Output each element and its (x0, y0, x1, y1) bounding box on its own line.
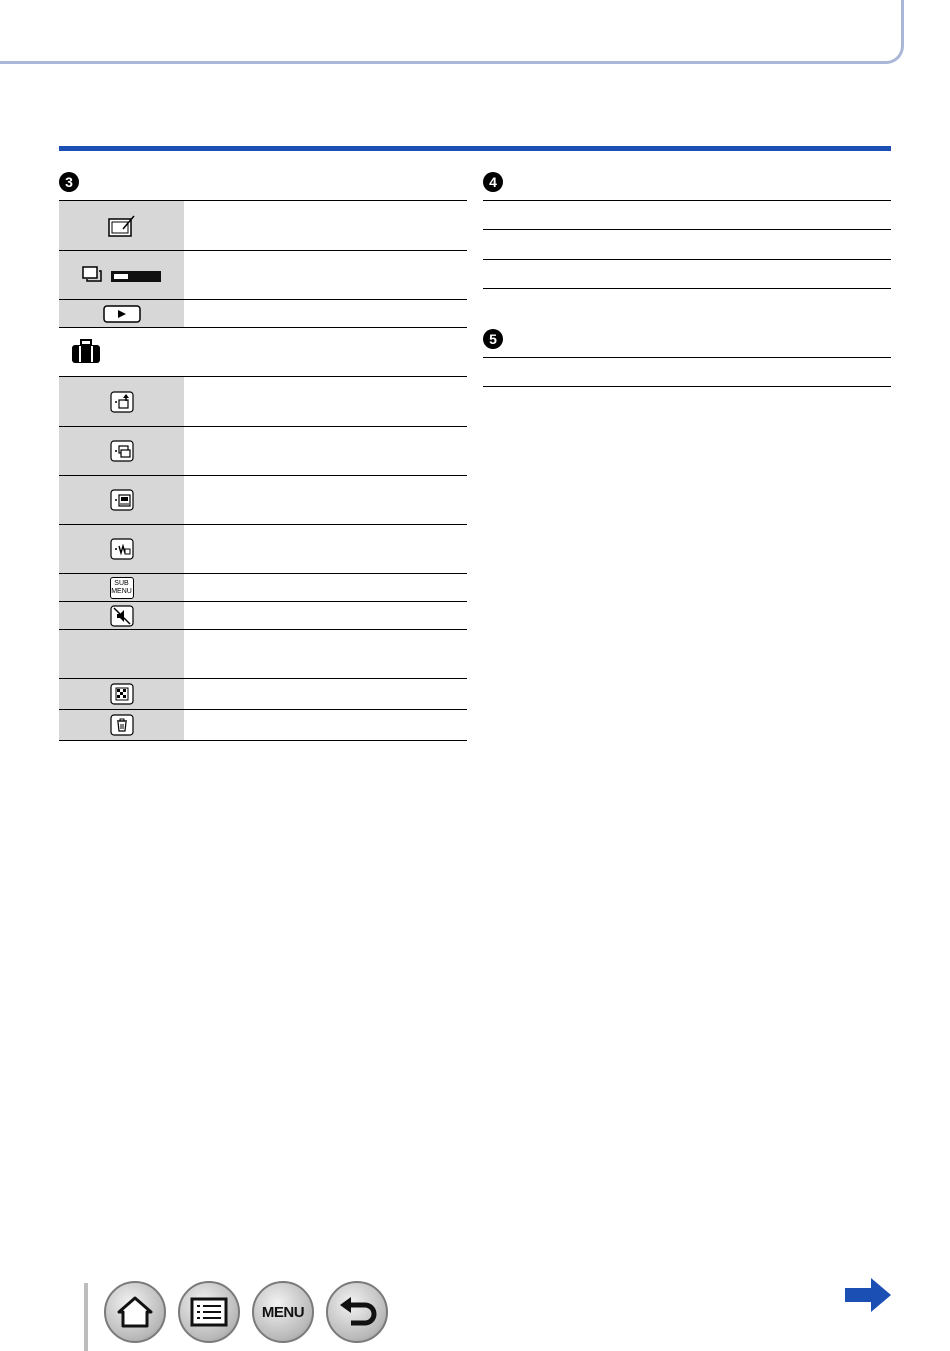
icon-cell (59, 574, 184, 601)
row-description (184, 251, 467, 299)
row-description (184, 710, 467, 740)
section-5-header (483, 325, 511, 353)
section-4-list (483, 200, 891, 289)
row-description (196, 328, 467, 376)
table-row (59, 201, 467, 251)
copy-icon[interactable] (110, 440, 134, 462)
section-3-header (59, 168, 87, 196)
icon-cell (59, 328, 196, 376)
sub-menu-icon[interactable] (110, 577, 134, 599)
table-row (59, 251, 467, 300)
mute-icon[interactable] (110, 605, 134, 627)
row-description (184, 630, 467, 678)
icon-cell (59, 630, 184, 678)
table-row (59, 630, 467, 679)
row-description (184, 476, 467, 524)
icon-cell (59, 201, 184, 250)
next-page-arrow-icon[interactable] (845, 1276, 893, 1314)
edit-pencil-icon[interactable] (107, 214, 137, 238)
icon-cell (59, 427, 184, 475)
table-row (59, 574, 467, 602)
list-item (483, 358, 891, 387)
icon-cell (59, 525, 184, 573)
icon-cell (59, 602, 184, 629)
menu-button[interactable] (252, 1281, 314, 1343)
list-icon (189, 1296, 229, 1328)
table-row (59, 476, 467, 525)
image-icon[interactable] (110, 489, 134, 511)
row-description (184, 427, 467, 475)
table-row (59, 427, 467, 476)
table-row (59, 377, 467, 427)
stabilizer-icon[interactable] (110, 538, 134, 560)
upload-icon[interactable] (110, 391, 134, 413)
back-button[interactable] (326, 1281, 388, 1343)
home-icon (115, 1294, 155, 1330)
menu-label: MENU (111, 587, 132, 595)
sub-label: SUB (114, 579, 129, 587)
header-frame (0, 0, 904, 64)
table-row (59, 525, 467, 574)
icon-cell (59, 300, 184, 327)
menu-button-label: MENU (261, 1303, 305, 1321)
row-description (184, 574, 467, 601)
contents-button[interactable] (178, 1281, 240, 1343)
travel-suitcase-icon[interactable] (71, 339, 101, 365)
home-button[interactable] (104, 1281, 166, 1343)
row-description (184, 602, 467, 629)
section-number-5: 5 (483, 329, 503, 349)
icon-cell (59, 476, 184, 524)
table-row (59, 679, 467, 710)
row-description (184, 377, 467, 426)
playback-icon[interactable] (103, 304, 141, 324)
icon-cell (59, 679, 184, 709)
row-description (184, 201, 467, 250)
row-description (184, 679, 467, 709)
icon-table (59, 200, 467, 741)
nav-divider (84, 1283, 88, 1351)
section-number-3: 3 (59, 172, 79, 192)
section-number-4: 4 (483, 172, 503, 192)
section-4-header (483, 168, 511, 196)
table-row (59, 300, 467, 328)
icon-cell (59, 377, 184, 426)
trash-icon[interactable] (110, 714, 134, 736)
icon-cell (59, 710, 184, 740)
table-row (59, 602, 467, 630)
icon-cell (59, 251, 184, 299)
section-5-list (483, 357, 891, 387)
section-rule (59, 146, 891, 151)
back-icon (337, 1295, 377, 1329)
grid-icon[interactable] (110, 683, 134, 705)
list-item (483, 201, 891, 230)
row-description (184, 300, 467, 327)
row-description (184, 525, 467, 573)
table-row (59, 328, 467, 377)
list-item (483, 230, 891, 260)
burst-group-bar-icon[interactable] (81, 265, 163, 285)
list-item (483, 260, 891, 289)
table-row (59, 710, 467, 741)
